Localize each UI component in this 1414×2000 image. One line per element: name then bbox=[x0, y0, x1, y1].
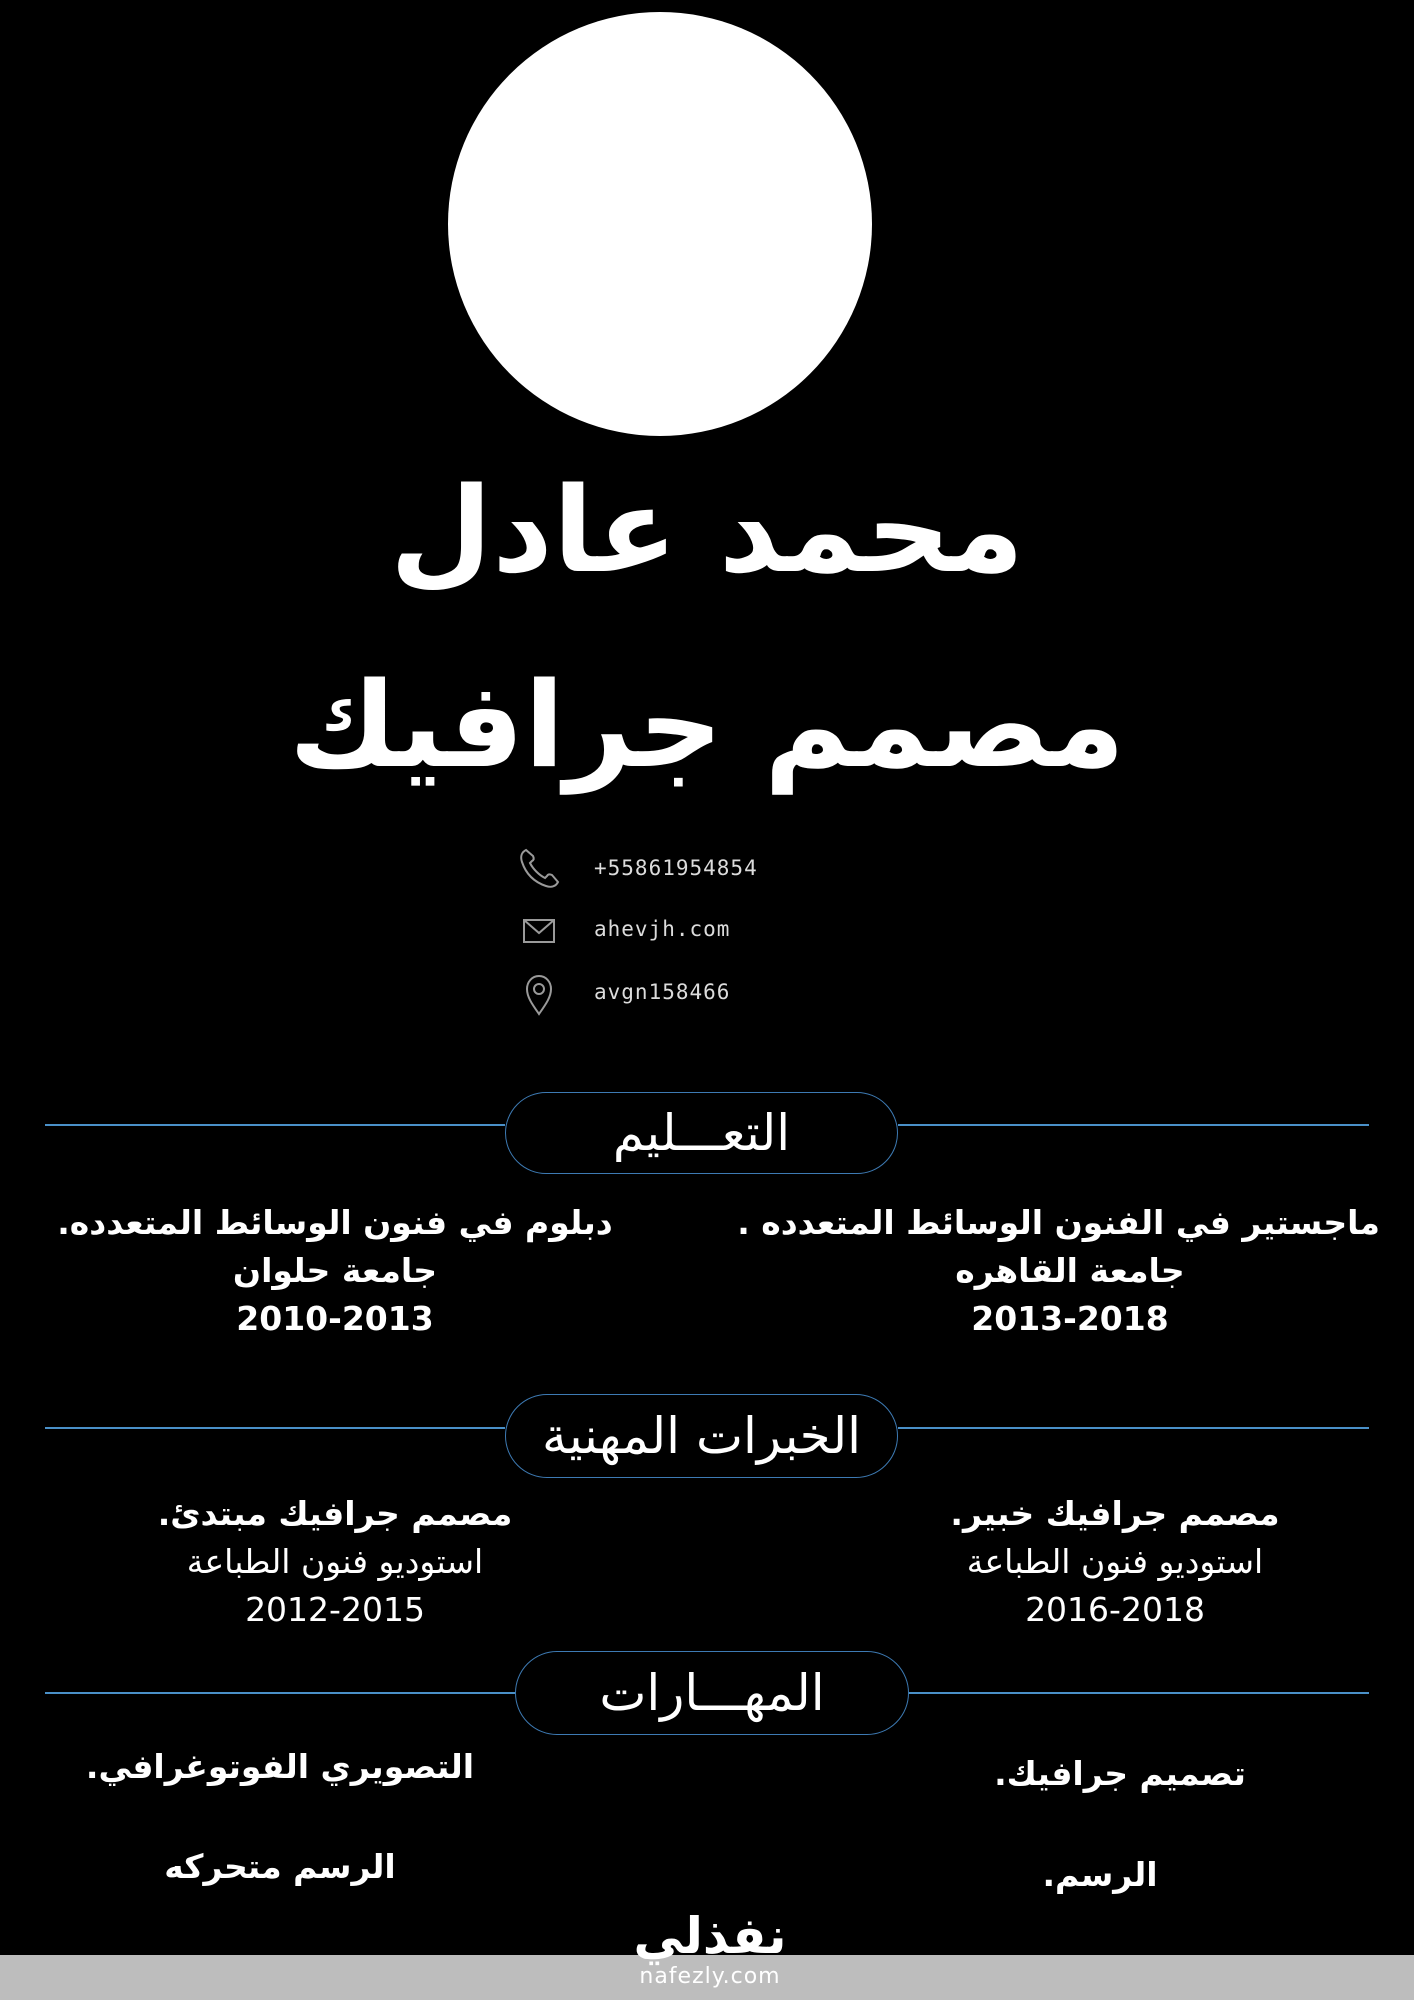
section-rule-right bbox=[909, 1692, 1369, 1694]
section-rule-left bbox=[45, 1427, 505, 1429]
location-text: avgn158466 bbox=[594, 980, 731, 1004]
experience-role: مصمم جرافيك خبير. bbox=[950, 1494, 1280, 1533]
profile-photo bbox=[448, 12, 872, 436]
education-school: جامعة القاهره bbox=[955, 1251, 1185, 1290]
experience-item-2 bbox=[100, 1490, 570, 1634]
watermark-logo bbox=[610, 1908, 810, 1990]
skill-item bbox=[950, 1851, 1250, 1899]
location-pin-icon bbox=[512, 966, 566, 1020]
experience-heading: الخبرات المهنية bbox=[505, 1394, 898, 1478]
watermark-arabic: نفذلي bbox=[633, 1907, 787, 1965]
experience-years: 2016-2018 bbox=[1025, 1590, 1205, 1629]
skill-item bbox=[60, 1743, 500, 1791]
experience-item-1 bbox=[870, 1490, 1360, 1634]
section-rule-left bbox=[45, 1124, 505, 1126]
mail-icon bbox=[512, 904, 566, 958]
education-degree: دبلوم في فنون الوسائط المتعدده. bbox=[57, 1203, 613, 1242]
skill-label: تصميم جرافيك. bbox=[994, 1754, 1246, 1793]
section-rule-left bbox=[45, 1692, 515, 1694]
education-years: 2010-2013 bbox=[236, 1299, 434, 1338]
experience-years: 2012-2015 bbox=[245, 1590, 425, 1629]
email-address: ahevjh.com bbox=[594, 917, 731, 941]
skill-label: التصويري الفوتوغرافي. bbox=[85, 1747, 475, 1786]
experience-place: استوديو فنون الطباعة bbox=[966, 1542, 1264, 1581]
skill-label: الرسم متحركه bbox=[164, 1847, 396, 1886]
skill-label: الرسم. bbox=[1042, 1855, 1158, 1894]
watermark-latin: nafezly.com bbox=[639, 1964, 781, 1989]
skills-heading: المهـــارات bbox=[515, 1651, 909, 1735]
phone-icon bbox=[512, 842, 566, 896]
section-rule-right bbox=[898, 1124, 1369, 1126]
education-item-1 bbox=[737, 1199, 1380, 1343]
experience-place: استوديو فنون الطباعة bbox=[186, 1542, 484, 1581]
education-degree: ماجستير في الفنون الوسائط المتعدده . bbox=[737, 1203, 1380, 1242]
person-name: محمد عادل bbox=[389, 461, 1025, 599]
phone-number: +55861954854 bbox=[594, 856, 758, 880]
skill-item bbox=[120, 1843, 440, 1891]
skill-item bbox=[920, 1750, 1320, 1798]
education-item-2 bbox=[40, 1199, 630, 1343]
experience-role: مصمم جرافيك مبتدئ. bbox=[157, 1494, 513, 1533]
section-rule-right bbox=[898, 1427, 1369, 1429]
education-school: جامعة حلوان bbox=[232, 1251, 438, 1290]
person-title: مصمم جرافيك bbox=[288, 656, 1126, 794]
education-heading: التعـــليم bbox=[505, 1092, 898, 1174]
education-years: 2013-2018 bbox=[971, 1299, 1169, 1338]
